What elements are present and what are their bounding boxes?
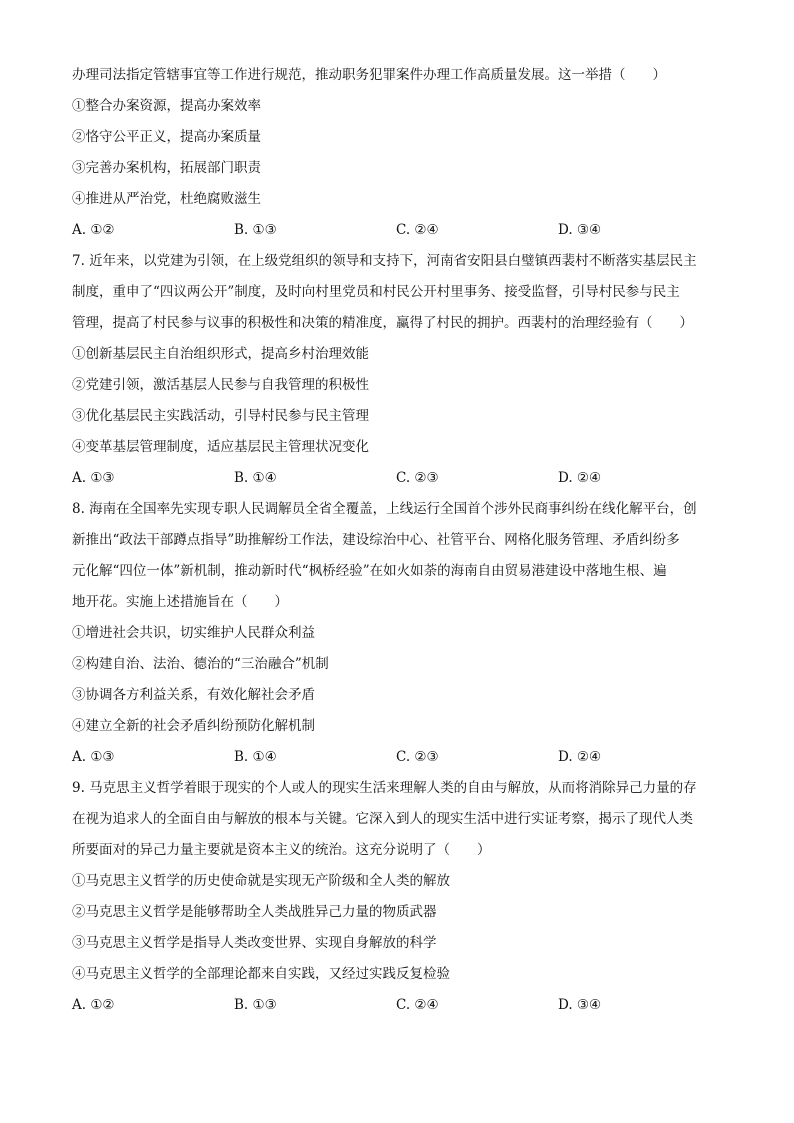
choice-a: A. ①② <box>72 222 115 238</box>
option-2: ②构建自治、法治、德治的“三治融合”机制 <box>72 656 329 672</box>
option-1: ①整合办案资源，提高办案效率 <box>72 98 261 114</box>
choice-a: A. ①③ <box>72 470 115 486</box>
question-stem-line: 管理，提高了村民参与议事的积极性和决策的精准度，赢得了村民的拥护。西裴村的治理经验有（ ） <box>72 315 693 331</box>
choice-b: B. ①③ <box>234 222 277 238</box>
question-stem-line: 新推出“政法干部蹲点指导”助推解纷工作法，建设综治中心、社管平台、网格化服务管理、矛盾纠纷多 <box>72 532 680 548</box>
choice-d: D. ②④ <box>558 749 602 765</box>
choice-b: B. ①④ <box>234 749 277 765</box>
answer-choices <box>72 742 722 773</box>
choice-a: A. ①③ <box>72 749 115 765</box>
choice-c: C. ②③ <box>396 470 439 486</box>
choice-d: D. ②④ <box>558 470 602 486</box>
question-stem-line: 所要面对的异己力量主要就是资本主义的统治。这充分说明了（ ） <box>72 842 491 858</box>
answer-choices <box>72 463 722 494</box>
question-stem-line: 元化解“四位一体”新机制，推动新时代“枫桥经验”在如火如荼的海南自由贸易港建设中落地生根、遍 <box>72 563 667 579</box>
document-page <box>72 60 722 1021</box>
option-3: ③完善办案机构，拓展部门职责 <box>72 160 261 176</box>
option-1: ①马克思主义哲学的历史使命就是实现无产阶级和全人类的解放 <box>72 873 450 889</box>
choice-d: D. ③④ <box>558 997 602 1013</box>
choice-c: C. ②④ <box>396 997 439 1013</box>
choice-c: C. ②④ <box>396 222 439 238</box>
question-stem-line: 在视为追求人的全面自由与解放的根本与关键。它深入到人的现实生活中进行实证考察，揭示了现代人类 <box>72 811 693 827</box>
question-stem-line: 9. 马克思主义哲学着眼于现实的个人或人的现实生活来理解人类的自由与解放，从而将消除异己力量的存 <box>72 780 697 796</box>
option-2: ②党建引领，激活基层人民参与自我管理的积极性 <box>72 377 369 393</box>
choice-b: B. ①④ <box>234 470 277 486</box>
question-stem-line: 办理司法指定管辖事宜等工作进行规范，推动职务犯罪案件办理工作高质量发展。这一举措（ ） <box>72 67 666 83</box>
question-stem-line: 7. 近年来，以党建为引领，在上级党组织的领导和支持下，河南省安阳县白璧镇西裴村不断落实基层民主 <box>72 253 697 269</box>
option-3: ③优化基层民主实践活动，引导村民参与民主管理 <box>72 408 369 424</box>
option-4: ④推进从严治党，杜绝腐败滋生 <box>72 191 261 207</box>
choice-c: C. ②③ <box>396 749 439 765</box>
option-3: ③马克思主义哲学是指导人类改变世界、实现自身解放的科学 <box>72 935 437 951</box>
question-8 <box>72 494 722 773</box>
option-4: ④变革基层管理制度，适应基层民主管理状况变化 <box>72 439 369 455</box>
option-3: ③协调各方利益关系，有效化解社会矛盾 <box>72 687 315 703</box>
question-9 <box>72 773 722 1021</box>
option-1: ①创新基层民主自治组织形式，提高乡村治理效能 <box>72 346 369 362</box>
answer-choices <box>72 990 722 1021</box>
option-2: ②马克思主义哲学是能够帮助全人类战胜异己力量的物质武器 <box>72 904 437 920</box>
option-4: ④马克思主义哲学的全部理论都来自实践，又经过实践反复检验 <box>72 966 450 982</box>
option-2: ②恪守公平正义，提高办案质量 <box>72 129 261 145</box>
question-7 <box>72 246 722 494</box>
question-stem-line: 制度，重申了“四议两公开”制度，及时向村里党员和村民公开村里事务、接受监督，引导村民参与民主 <box>72 284 680 300</box>
choice-b: B. ①③ <box>234 997 277 1013</box>
option-1: ①增进社会共识，切实维护人民群众利益 <box>72 625 315 641</box>
choice-d: D. ③④ <box>558 222 602 238</box>
question-stem-line: 8. 海南在全国率先实现专职人民调解员全省全覆盖，上线运行全国首个涉外民商事纠纷在线化解平台，创 <box>72 501 697 517</box>
choice-a: A. ①② <box>72 997 115 1013</box>
option-4: ④建立全新的社会矛盾纠纷预防化解机制 <box>72 718 315 734</box>
question-stem-line: 地开花。实施上述措施旨在（ ） <box>72 594 288 610</box>
question-6 <box>72 60 722 246</box>
answer-choices <box>72 215 722 246</box>
